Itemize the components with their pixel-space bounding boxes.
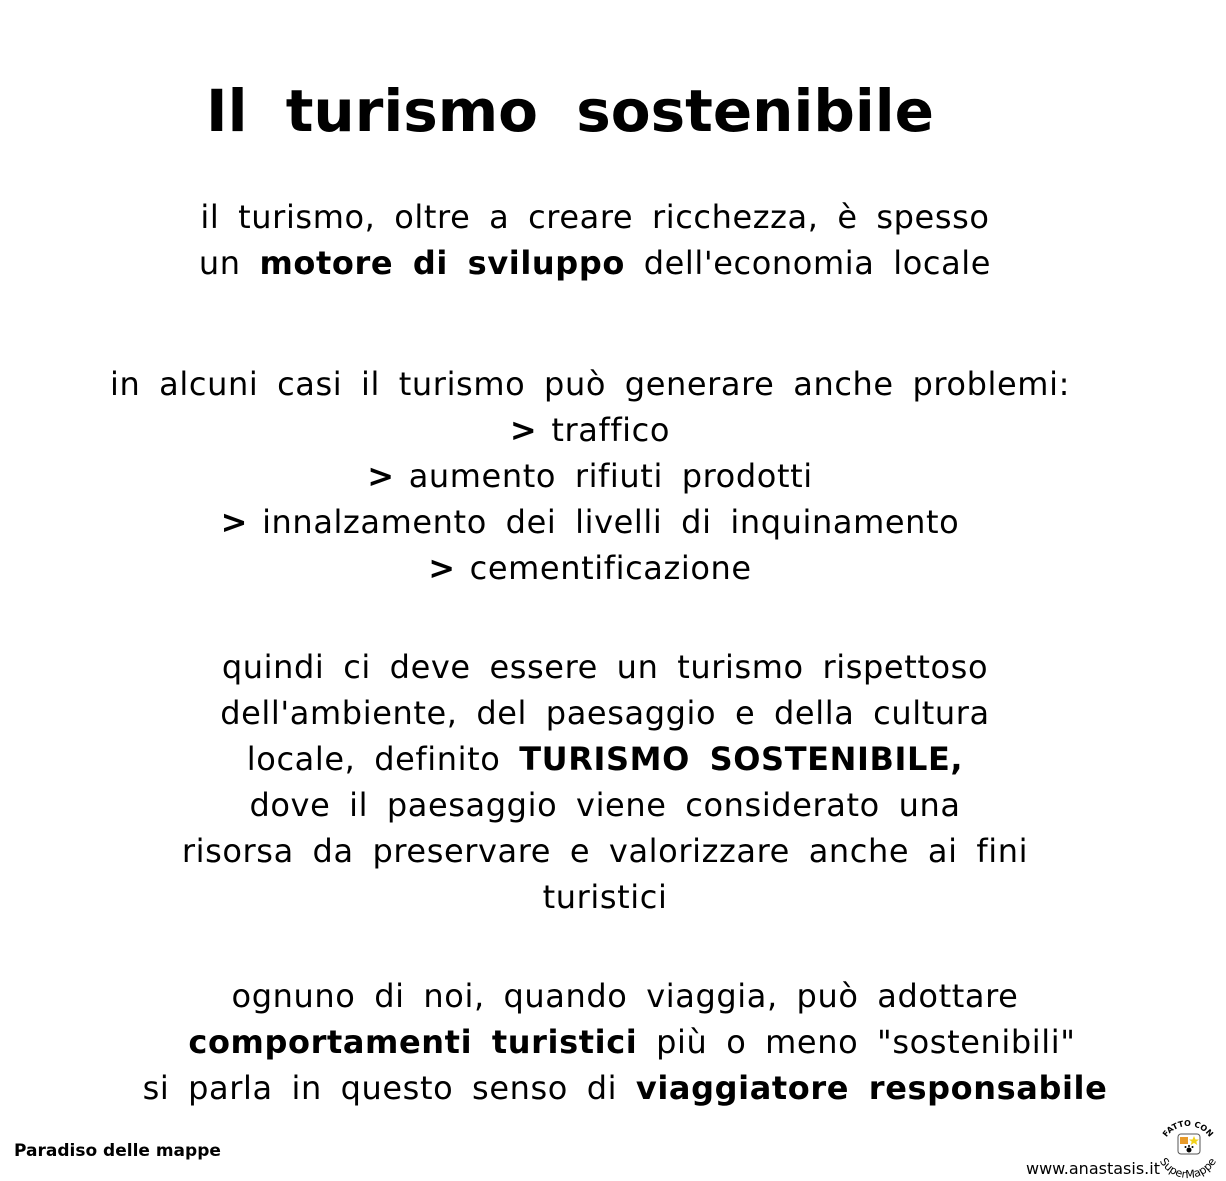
page-title: Il turismo sostenibile — [206, 77, 934, 145]
arrow-icon: > — [509, 411, 538, 449]
problem-item: > aumento rifiuti prodotti — [367, 457, 813, 495]
arrow-icon: > — [220, 503, 249, 541]
paragraph3-line4: dove il paesaggio viene considerato una — [249, 786, 961, 824]
paragraph3-line6: turistici — [542, 878, 668, 916]
problem-item: > innalzamento dei livelli di inquinamento — [220, 503, 960, 541]
supermappe-logo — [1150, 1112, 1226, 1181]
svg-text:FATTO CON: FATTO CON — [1161, 1118, 1215, 1139]
problems-intro: in alcuni casi il turismo può generare anche problemi: — [110, 365, 1070, 403]
svg-text:SuperMappe: SuperMappe — [1157, 1155, 1219, 1181]
footer-website: www.anastasis.it — [1026, 1159, 1160, 1178]
paragraph3-line1: quindi ci deve essere un turismo rispettoso — [221, 648, 989, 686]
paragraph4-line1: ognuno di noi, quando viaggia, può adottare — [231, 977, 1019, 1015]
problem-item: > cementificazione — [428, 549, 752, 587]
paragraph3-line5: risorsa da preservare e valorizzare anche ai fini — [181, 832, 1029, 870]
paragraph3-line3: locale, definito TURISMO SOSTENIBILE, — [246, 740, 964, 778]
paragraph1-line1: il turismo, oltre a creare ricchezza, è spesso — [200, 198, 990, 236]
paragraph1-line2: un motore di sviluppo dell'economia locale — [198, 244, 992, 282]
paragraph4-line2: comportamenti turistici più o meno "sostenibili" — [188, 1023, 1076, 1061]
arrow-icon: > — [367, 457, 395, 495]
footer-brand: Paradiso delle mappe — [14, 1141, 221, 1161]
paragraph3-line2: dell'ambiente, del paesaggio e della cultura — [220, 694, 990, 732]
problem-item: > traffico — [509, 411, 671, 449]
arrow-icon: > — [428, 549, 456, 587]
paragraph4-line3: si parla in questo senso di viaggiatore responsabile — [142, 1069, 1108, 1107]
